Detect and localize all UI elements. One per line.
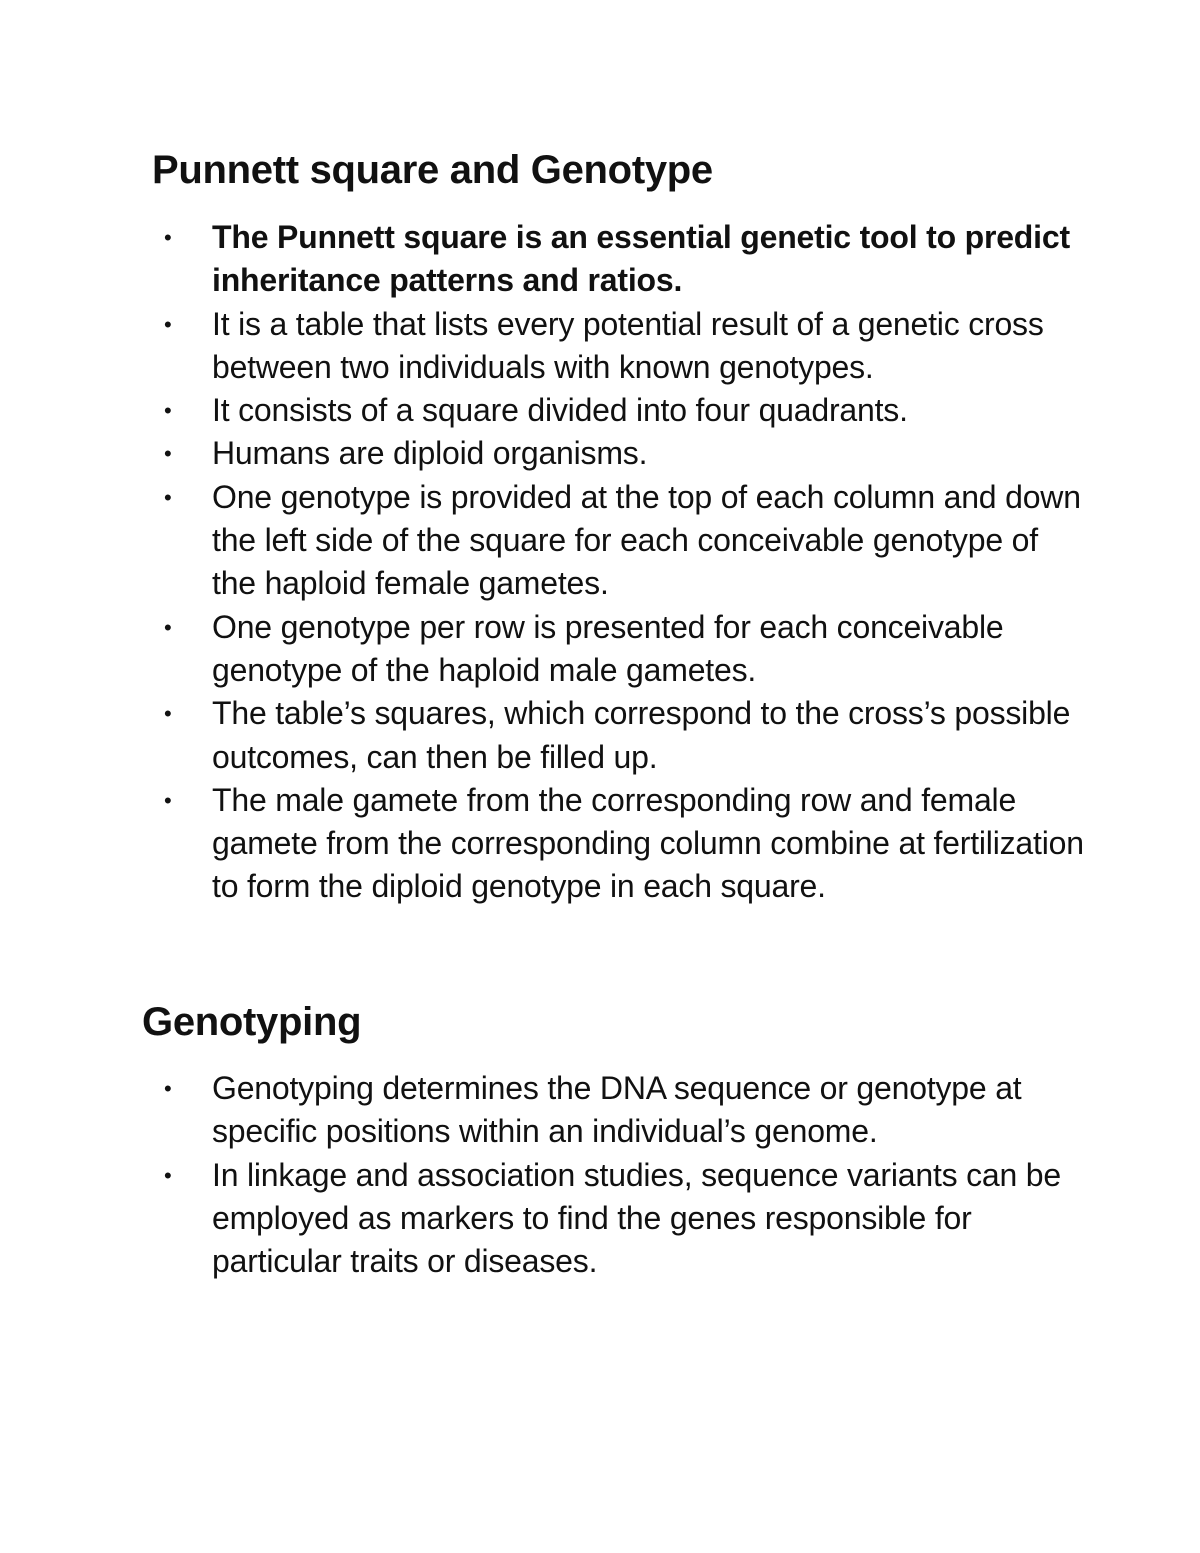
list-item bbox=[0, 476, 1200, 606]
list-item-text: In linkage and association studies, sequence variants can be employed as markers to find the genes responsible for particular traits or diseases. bbox=[212, 1156, 1062, 1280]
bullet-icon: • bbox=[164, 701, 172, 727]
list-item bbox=[0, 1067, 1200, 1154]
bullet-icon: • bbox=[164, 225, 172, 250]
list-item-text: Genotyping determines the DNA sequence or genotype at specific positions within an individual’s genome. bbox=[212, 1070, 1022, 1150]
list-item-text: It consists of a square divided into four quadrants. bbox=[212, 392, 908, 429]
list-item bbox=[0, 303, 1200, 390]
bullet-icon: • bbox=[164, 787, 172, 813]
bullet-icon: • bbox=[164, 614, 172, 640]
list-item bbox=[0, 779, 1200, 909]
bullet-icon: • bbox=[164, 441, 172, 467]
list-item bbox=[0, 1154, 1200, 1284]
list-item bbox=[0, 692, 1200, 779]
section-heading-genotyping: Genotyping bbox=[142, 1000, 362, 1044]
bullet-icon: • bbox=[164, 1076, 172, 1101]
bullet-list-punnett bbox=[0, 216, 1200, 909]
bullet-icon: • bbox=[164, 1162, 172, 1188]
list-item-text: It is a table that lists every potential result of a genetic cross between two individuals with known genotypes. bbox=[212, 305, 1044, 385]
list-item bbox=[0, 432, 1200, 475]
list-item bbox=[0, 389, 1200, 432]
bullet-icon: • bbox=[164, 484, 172, 510]
list-item bbox=[0, 606, 1200, 693]
list-item-text: The table’s squares, which correspond to the cross’s possible outcomes, can then be filled up. bbox=[212, 695, 1071, 775]
list-item-text: One genotype is provided at the top of each column and down the left side of the square for each conceivable genotype of the haploid female gametes. bbox=[212, 478, 1081, 602]
section-heading-punnett: Punnett square and Genotype bbox=[152, 148, 713, 192]
list-item-text: Humans are diploid organisms. bbox=[212, 435, 648, 472]
list-item-text: The Punnett square is an essential genetic tool to predict inheritance patterns and ratios. bbox=[212, 219, 1070, 299]
list-item bbox=[0, 216, 1200, 303]
list-item-text: The male gamete from the corresponding row and female gamete from the corresponding column combine at fertilization to form the diploid genotype in each square. bbox=[212, 781, 1084, 905]
bullet-icon: • bbox=[164, 311, 172, 337]
list-item-text: One genotype per row is presented for each conceivable genotype of the haploid male gametes. bbox=[212, 608, 1004, 688]
bullet-list-genotyping bbox=[0, 1067, 1200, 1283]
bullet-icon: • bbox=[164, 398, 172, 424]
